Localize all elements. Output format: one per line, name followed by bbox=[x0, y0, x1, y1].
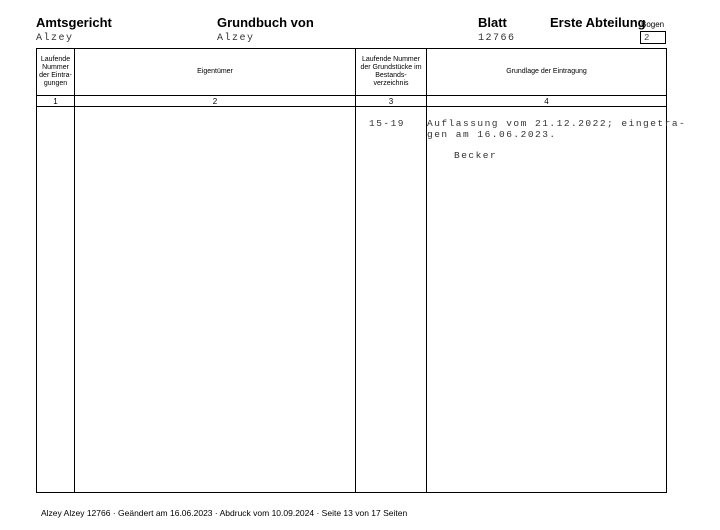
column-header-basis: Grundlage der Eintragung bbox=[506, 68, 587, 75]
number-row-divider bbox=[37, 106, 666, 107]
sheet-label: Blatt bbox=[478, 15, 507, 30]
column-divider bbox=[426, 49, 427, 492]
register-label: Grundbuch von bbox=[217, 15, 314, 30]
entry-signature: Becker bbox=[454, 150, 498, 161]
ownership-table bbox=[36, 48, 687, 493]
column-number-4: 4 bbox=[544, 96, 549, 106]
column-number-1: 1 bbox=[53, 96, 58, 106]
court-label: Amtsgericht bbox=[36, 15, 112, 30]
page-footer: Alzey Alzey 12766 · Geändert am 16.06.2023 · Abdruck vom 10.09.2024 · Seite 13 von 17 Seiten bbox=[41, 508, 408, 518]
entry-parcel-numbers: 15-19 bbox=[369, 118, 406, 129]
entry-basis-line-1: Auflassung vom 21.12.2022; eingetra- bbox=[427, 118, 687, 129]
bogen-value: 2 bbox=[640, 31, 666, 44]
section-title: Erste Abteilung bbox=[550, 15, 646, 30]
bogen-label: Bogen bbox=[641, 20, 665, 29]
register-value: Alzey bbox=[217, 33, 255, 44]
court-value: Alzey bbox=[36, 33, 74, 44]
column-header-owner: Eigentümer bbox=[197, 68, 233, 75]
column-header-parcel-number: Laufende Nummer der Grundstücke im Bestands- verzeichnis bbox=[360, 56, 422, 87]
column-divider bbox=[74, 49, 75, 492]
column-number-3: 3 bbox=[388, 96, 394, 106]
column-divider bbox=[355, 49, 356, 492]
sheet-value: 12766 bbox=[478, 33, 516, 44]
entry-basis-line-2: gen am 16.06.2023. bbox=[427, 129, 557, 140]
column-number-2: 2 bbox=[212, 96, 218, 106]
column-header-entry-number: Laufende Nummer der Eintra- gungen bbox=[39, 56, 72, 87]
